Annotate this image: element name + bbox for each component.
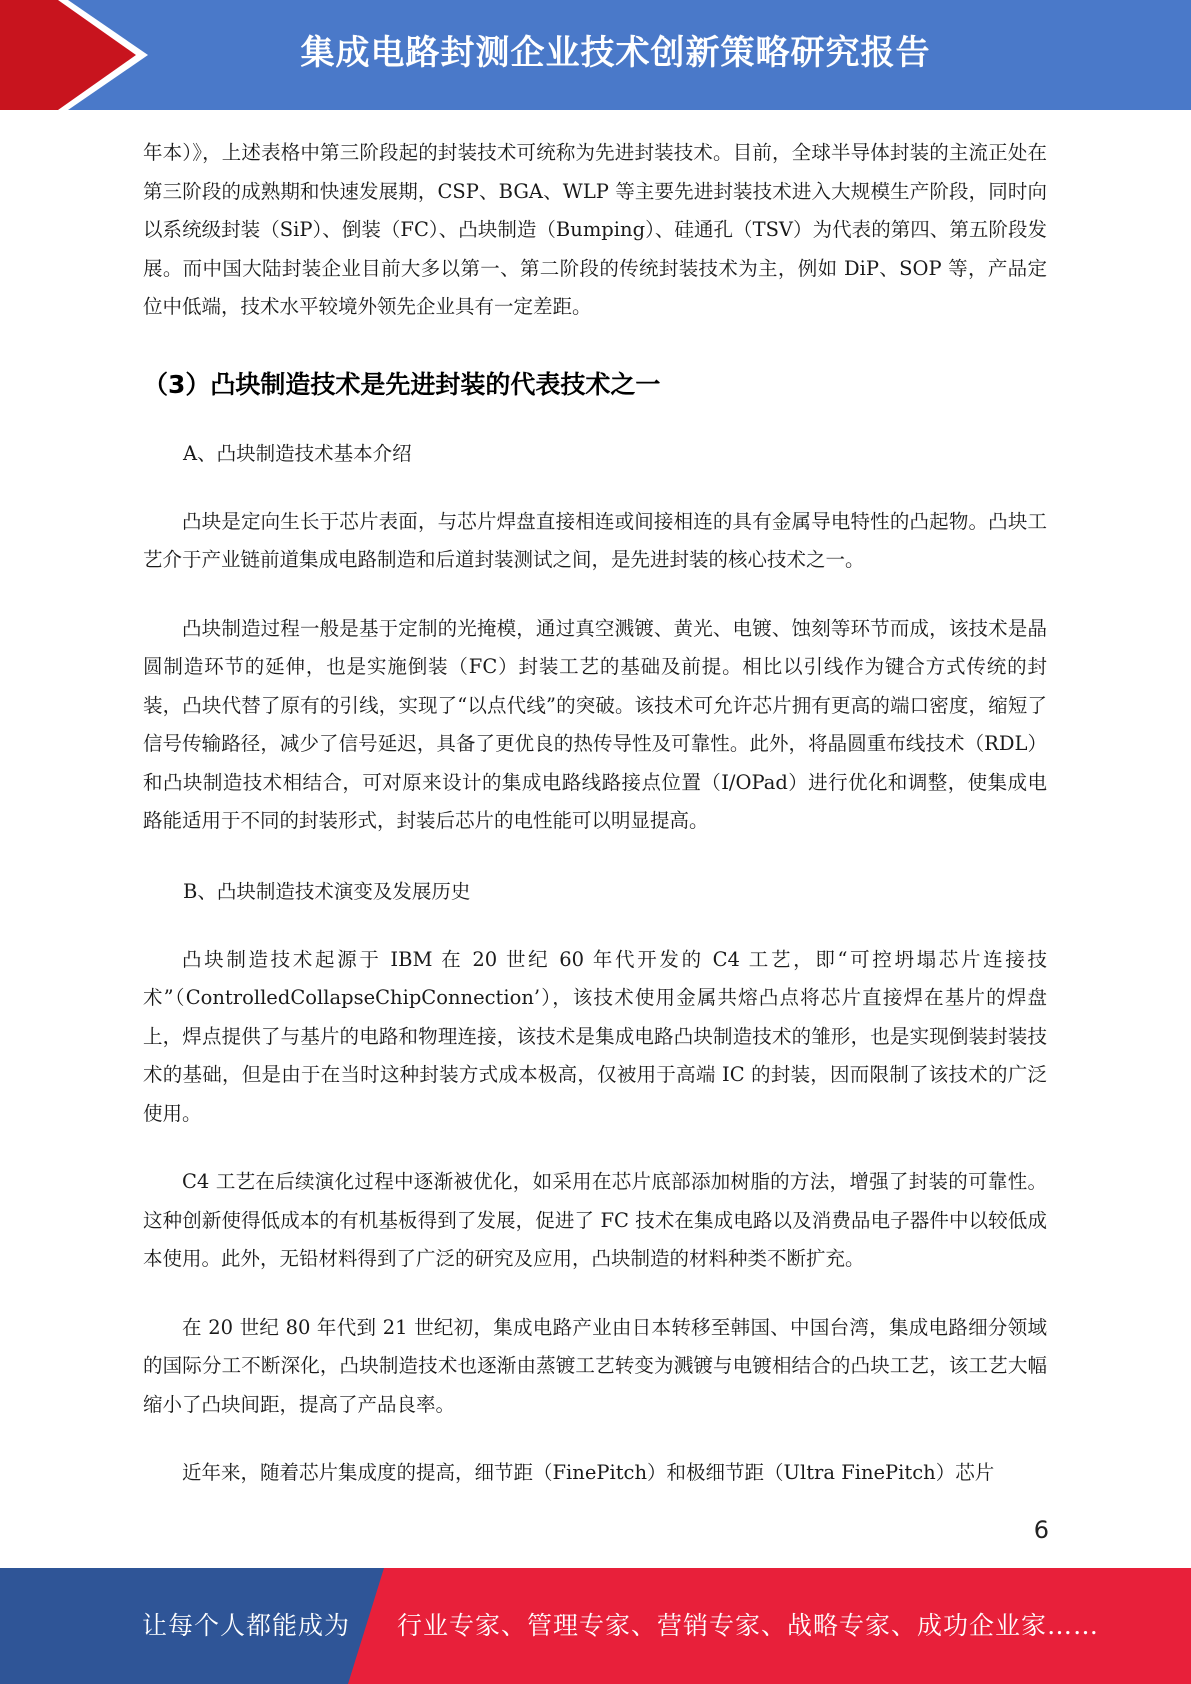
main-content bbox=[143, 134, 1047, 1493]
paragraph-c4-evolution: C4 工艺在后续演化过程中逐渐被优化，如采用在芯片底部添加树脂的方法，增强了封装的可靠性。这种创新使得低成本的有机基板得到了发展，促进了 FC 技术在集成电路以及消费品电子器件中以较低成本使用。此外，无铅材料得到了广泛的研究及应用，凸块制造的材料种类不断扩充。 bbox=[143, 1170, 1047, 1270]
report-title: 集成电路封测企业技术创新策略研究报告 bbox=[300, 33, 931, 73]
page-header bbox=[0, 0, 1191, 110]
paragraph-c4-origin: 凸块制造技术起源于 IBM 在 20 世纪 60 年代开发的 C4 工艺，即“可控坍塌芯片连接技术”（ControlledCollapseChipConnection’），该技术使用金属共熔凸点将芯片直接焊在基片的焊盘上，焊点提供了与基片的电路和物理连接，该技术是集成电路凸块制造技术的雏形，也是实现倒装封装技术的基础，但是由于在当时这种封装方式成本极高，仅被用于高端 IC 的封装，因而限制了该技术的广泛使用。 bbox=[143, 947, 1047, 1125]
section-heading: （3）凸块制造技术是先进封装的代表技术之一 bbox=[143, 369, 661, 399]
subheading-b: B、凸块制造技术演变及发展历史 bbox=[183, 879, 471, 903]
paragraph-intro: 年本）》，上述表格中第三阶段起的封装技术可统称为先进封装技术。目前，全球半导体封装的主流正处在第三阶段的成熟期和快速发展期，CSP、BGA、WLP 等主要先进封装技术进入大规模生产阶段，同时向以系统级封装（SiP）、倒装（FC）、凸块制造（Bumping）、硅通孔（TSV）为代表的第四、第五阶段发展。而中国大陆封装企业目前大多以第一、第二阶段的传统封装技术为主，例如 DiP、SOP 等，产品定位中低端，技术水平较境外领先企业具有一定差距。 bbox=[143, 141, 1047, 318]
footer-slogan-left: 让每个人都能成为 bbox=[142, 1611, 351, 1640]
paragraph-bump-process: 凸块制造过程一般是基于定制的光掩模，通过真空溅镀、黄光、电镀、蚀刻等环节而成，该技术是晶圆制造环节的延伸，也是实施倒装（FC）封装工艺的基础及前提。相比以引线作为键合方式传统的封装，凸块代替了原有的引线，实现了“以点代线”的突破。该技术可允许芯片拥有更高的端口密度，缩短了信号传输路径，减少了信号延迟，具备了更优良的热传导性及可靠性。此外，将晶圆重布线技术（RDL）和凸块制造技术相结合，可对原来设计的集成电路线路接点位置（I/OPad）进行优化和调整，使集成电路能适用于不同的封装形式，封装后芯片的电性能可以明显提高。 bbox=[143, 616, 1047, 832]
page-footer bbox=[0, 1568, 1191, 1684]
paragraph-fine-pitch: 近年来，随着芯片集成度的提高，细节距（FinePitch）和极细节距（Ultra FinePitch）芯片 bbox=[182, 1461, 995, 1484]
subheading-a: A、凸块制造技术基本介绍 bbox=[183, 441, 412, 465]
paragraph-bump-intro: 凸块是定向生长于芯片表面，与芯片焊盘直接相连或间接相连的具有金属导电特性的凸起物。凸块工艺介于产业链前道集成电路制造和后道封装测试之间，是先进封装的核心技术之一。 bbox=[143, 509, 1047, 571]
paragraph-industry-shift: 在 20 世纪 80 年代到 21 世纪初，集成电路产业由日本转移至韩国、中国台湾，集成电路细分领域的国际分工不断深化，凸块制造技术也逐渐由蒸镀工艺转变为溅镀与电镀相结合的凸块工艺，该工艺大幅缩小了凸块间距，提高了产品良率。 bbox=[143, 1315, 1047, 1416]
page-number: 6 bbox=[1033, 1516, 1049, 1544]
header-chevron-decoration bbox=[0, 0, 160, 110]
footer-slogan-right: 行业专家、管理专家、营销专家、战略专家、成功企业家…… bbox=[397, 1611, 1100, 1640]
